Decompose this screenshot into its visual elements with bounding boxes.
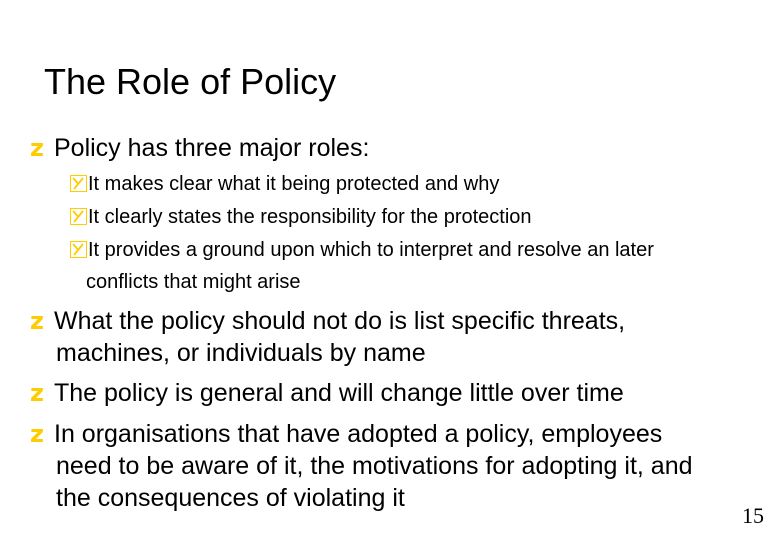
y-box-icon xyxy=(70,241,87,258)
bullet-text-continued: machines, or individuals by name xyxy=(56,339,426,367)
y-box-icon xyxy=(70,175,87,192)
bullet-text-continued: need to be aware of it, the motivations for adopting it, and xyxy=(56,452,693,480)
z-bullet-icon: z xyxy=(30,134,44,162)
z-bullet-icon: z xyxy=(30,420,44,448)
sub-bullet-item xyxy=(70,234,654,298)
bullet-text-continued: the consequences of violating it xyxy=(56,484,405,512)
sub-bullet-text-continued: conflicts that might arise xyxy=(86,271,301,293)
sub-bullet-item xyxy=(70,168,499,200)
z-bullet-icon: z xyxy=(30,307,44,335)
bullet-item xyxy=(30,132,369,164)
bullet-item xyxy=(30,377,624,409)
bullet-text: Policy has three major roles: xyxy=(54,134,370,162)
bullet-text: In organisations that have adopted a policy, employees xyxy=(54,420,663,448)
sub-bullet-text: It makes clear what it being protected and why xyxy=(88,173,500,195)
z-bullet-icon: z xyxy=(30,379,44,407)
y-box-icon xyxy=(70,208,87,225)
bullet-text: The policy is general and will change little over time xyxy=(54,379,624,407)
sub-bullet-item xyxy=(70,201,532,233)
bullet-text: What the policy should not do is list specific threats, xyxy=(54,307,626,335)
sub-bullet-text: It clearly states the responsibility for the protection xyxy=(88,206,532,228)
bullet-item xyxy=(30,305,625,369)
bullet-item xyxy=(30,418,693,514)
page-number: 15 xyxy=(742,503,764,528)
sub-bullet-text: It provides a ground upon which to interpret and resolve an later xyxy=(88,239,654,261)
slide-title: The Role of Policy xyxy=(44,61,337,102)
